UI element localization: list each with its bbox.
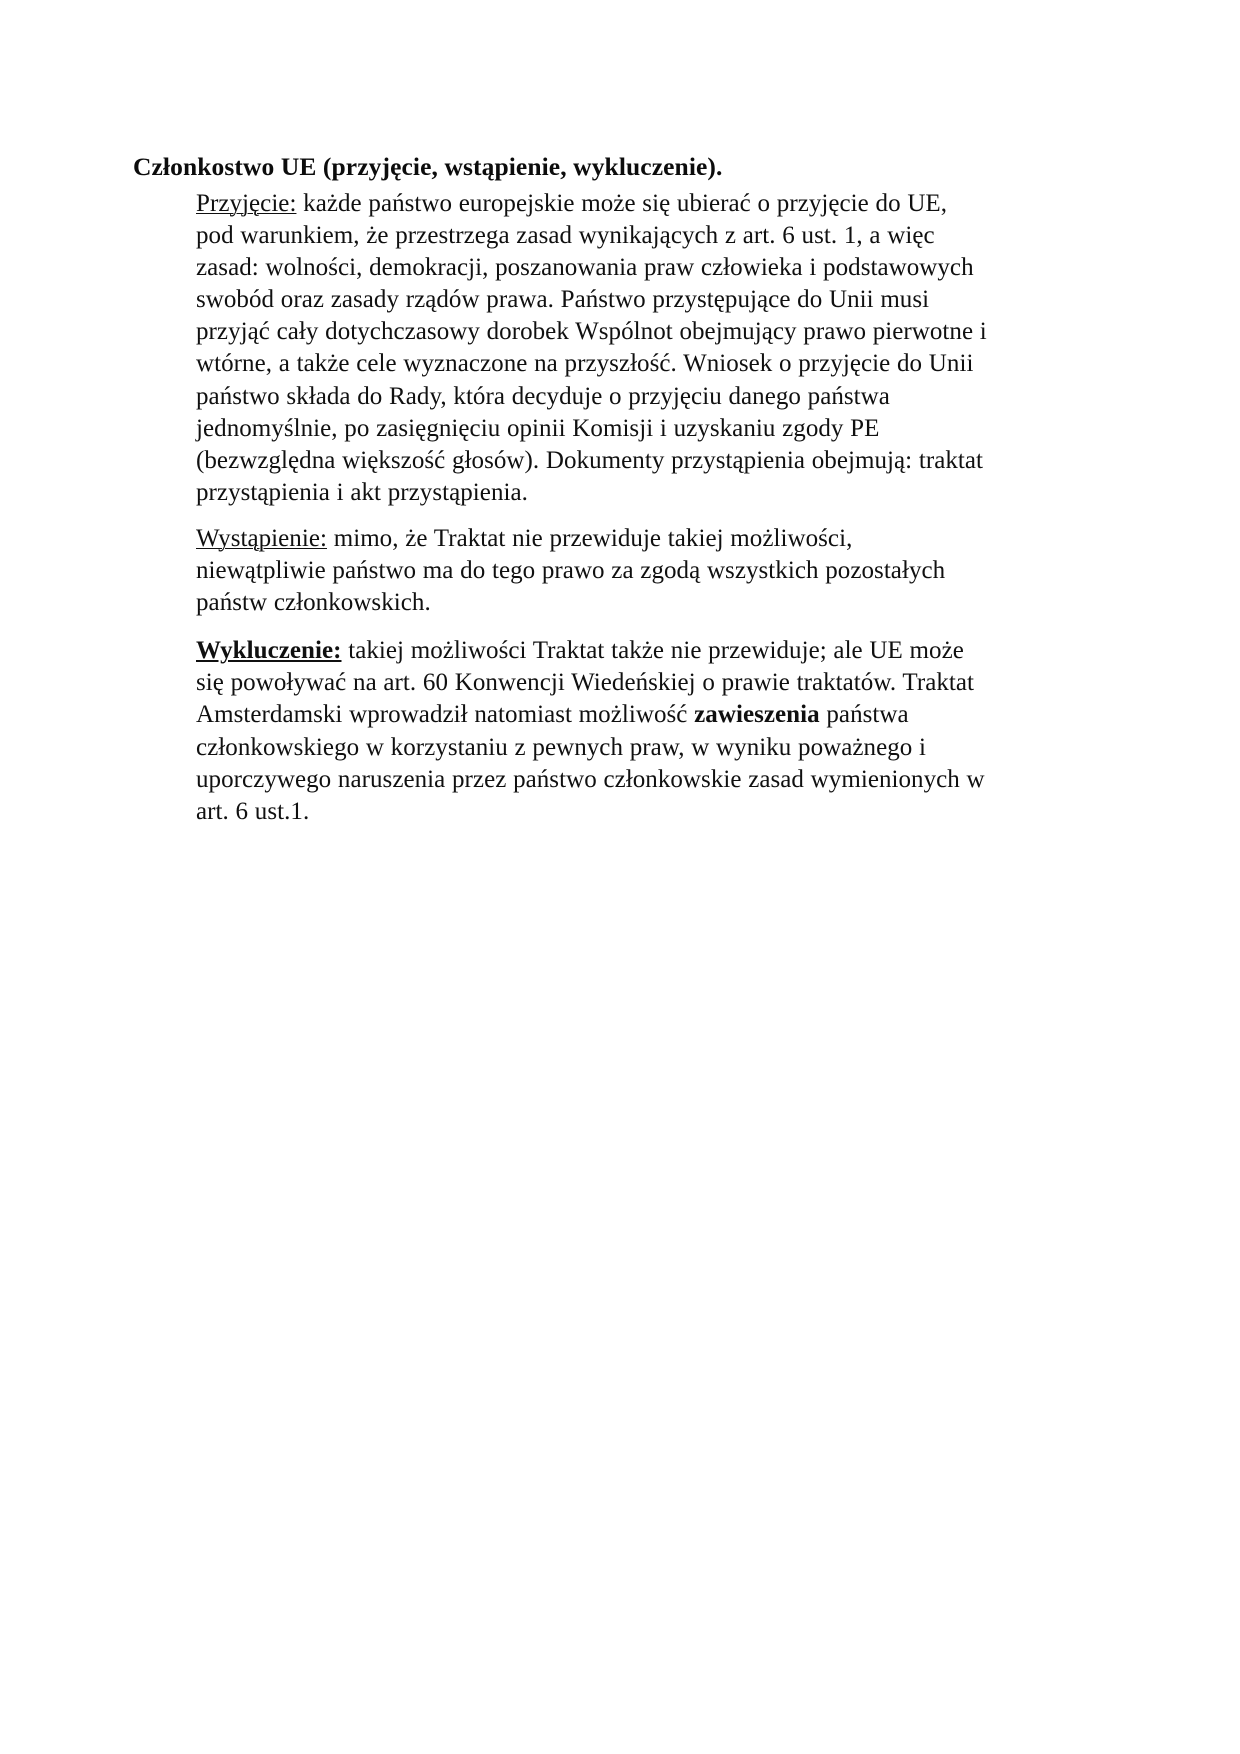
document-body bbox=[196, 188, 988, 828]
paragraph-lead-label-przyjecie: Przyjęcie: bbox=[196, 190, 297, 217]
paragraph-text-wykluczenie-part1: takiej możliwości Traktat także nie przewiduje; ale UE może się powoływać na art. 60 Konwencji Wiedeńskiej o prawie traktatów. Traktat Amsterdamski wprowadził natomiast możliwość bbox=[196, 637, 975, 729]
paragraph-lead-label-wystapienie: Wystąpienie: bbox=[196, 524, 327, 552]
paragraph-text-wykluczenie-part2: państwa członkowskiego w korzystaniu z pewnych praw, w wyniku poważnego i uporczywego naruszenia przez państwo członkowskie zasad wymienionych w art. 6 ust.1. bbox=[196, 701, 985, 825]
paragraph-wykluczenie bbox=[196, 635, 988, 828]
paragraph-wystapienie bbox=[196, 523, 988, 619]
paragraph-emphasis-zawieszenia: zawieszenia bbox=[694, 701, 820, 729]
paragraph-text-wystapienie: mimo, że Traktat nie przewiduje takiej możliwości, niewątpliwie państwo ma do tego prawo za zgodą wszystkich pozostałych państw członkowskich. bbox=[196, 524, 946, 617]
paragraph-lead-label-wykluczenie: Wykluczenie: bbox=[196, 637, 342, 665]
paragraph-przyjecie bbox=[196, 188, 988, 509]
document-title: Członkostwo UE (przyjęcie, wstąpienie, wykluczenie). bbox=[133, 152, 723, 182]
paragraph-text-przyjecie: każde państwo europejskie może się ubierać o przyjęcie do UE, pod warunkiem, że przestrzega zasad wynikających z art. 6 ust. 1, a więc zasad: wolności, demokracji, poszanowania praw człowieka i podstawowych swobód oraz zasady rządów prawa. Państwo przystępujące do Unii musi przyjąć cały dotychczasowy dorobek Wspólnot obejmujący prawo pierwotne i wtórne, a także cele wyznaczone na przyszłość. Wniosek o przyjęcie do Unii państwo składa do Rady, która decyduje o przyjęciu danego państwa jednomyślnie, po zasięgnięciu opinii Komisji i uzyskaniu zgody PE (bezwzględna większość głosów). Dokumenty przystąpienia obejmują: traktat przystąpienia i akt przystąpienia. bbox=[196, 190, 987, 506]
